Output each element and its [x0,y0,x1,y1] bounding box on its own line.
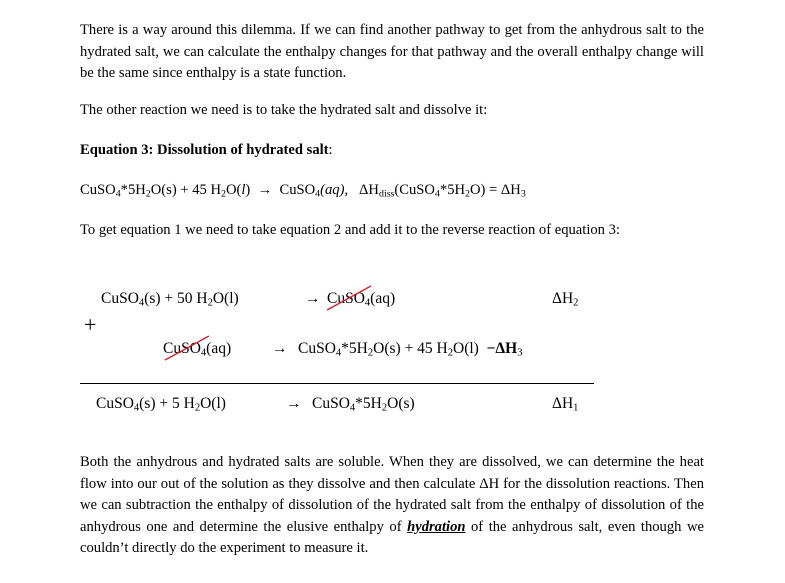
row2-reactant-sub: 4 [200,347,207,359]
cancel-strike-icon [325,284,377,314]
eq3-plus-water: + 45 H [176,182,221,198]
row3-salt-tail: (s) + 5 H [139,395,195,412]
row3-dh: ΔH [552,395,574,412]
equation3-heading [80,142,333,159]
eq3-dh-arg-tail: O) = ΔH [470,182,521,198]
hess-row2-product [298,340,522,358]
eq3-hydrate: *5H [120,182,146,198]
hess-row2-arrow: → [272,340,288,357]
equation3-line [80,182,526,199]
eq3-water-sub: 2 [221,188,226,200]
row2-dh-sub: 3 [517,347,523,359]
hess-row3-left [96,395,226,413]
row3-product-mid: *5H [355,395,382,412]
eq3-product-state: (aq), [320,182,349,198]
row3-salt: CuSO [96,395,134,412]
final-paragraph [80,452,704,560]
row1-product-sub: 4 [364,297,371,309]
hess-row1-arrow: → [305,290,321,307]
plus-sign: + [84,312,97,337]
intro-paragraph: There is a way around this dilemma. If we can find another pathway to get from the anhydrous salt to the hydrated salt, we can calculate the enthalpy changes for that pathway and the overall enthalpy change will be the same since enthalpy is a state function. [80,22,704,81]
other-reaction-text: The other reaction we need is to take the hydrated salt and dissolve it: [80,102,488,118]
row2-reactant-tail: (aq) [206,340,232,357]
hess-row1-dh [552,290,578,308]
hess-row3-dh [552,395,578,413]
row1-water-tail: O(l) [212,290,239,307]
hess-row1-left [101,290,239,308]
row2-reactant-cancelled [163,340,206,358]
row2-product-sub2: 2 [367,347,374,359]
hess-row2-reactant [163,340,231,358]
eq3-water-tail: O( [225,182,242,198]
row2-product-mid: *5H [341,340,368,357]
eq3-dh-sub: diss [378,188,395,200]
row3-product-tail: O(s) [387,395,415,412]
eq3-arrow: → [257,182,273,198]
eq3-product: CuSO [279,182,316,198]
row1-product: CuSO [327,290,365,307]
final-paragraph-after: of the anhydrous salt, even though we couldn’t directly do the experiment to measure it. [80,518,704,556]
row1-product-cancelled [327,290,370,308]
eq3-water-state: l [241,182,246,198]
row3-product-sub2: 2 [381,402,388,414]
row3-water-tail: O(l) [200,395,226,412]
row2-water-tail: O(l) [453,340,479,357]
eq3-water-close: ) [245,182,251,198]
eq3-hydrate-sub: 2 [145,188,151,200]
eq3-dh-arg: (CuSO [394,182,435,198]
equation3-heading-colon: : [328,142,333,158]
row1-salt: CuSO [101,290,139,307]
hydration-term: hydration [407,518,466,535]
equation3-heading-text: Equation 3: Dissolution of hydrated salt [80,142,329,158]
eq3-dh-arg-sub2: 2 [465,188,470,200]
sum-divider [80,383,594,384]
row2-product-tail: O(s) + 45 H [373,340,448,357]
eq3-dh-arg-sub1: 4 [434,188,440,200]
row1-product-tail: (aq) [370,290,396,307]
eq3-dh-arg-mid: *5H [439,182,466,198]
row3-water-sub: 2 [194,402,201,414]
row1-salt-sub: 4 [138,297,145,309]
eq3-dh-result-sub: 3 [520,188,526,200]
row3-dh-sub: 1 [573,402,579,414]
eq3-product-sub: 4 [315,188,321,200]
row1-dh: ΔH [552,290,574,307]
eq3-salt: CuSO [80,182,116,198]
row1-water-sub: 2 [207,297,213,309]
row3-salt-sub: 4 [133,402,140,414]
hess-row3-arrow: → [286,395,302,412]
row3-product: CuSO [312,395,350,412]
row2-product: CuSO [298,340,336,357]
eq3-dh-symbol: ΔH [359,182,379,198]
eq3-hydrate-tail: O(s) [150,182,177,198]
row1-salt-tail: (s) + 50 H [144,290,208,307]
row2-reactant: CuSO [163,340,201,357]
row2-water-sub: 2 [447,347,454,359]
hess-row1-product [327,290,395,308]
hess-row3-product [312,395,415,413]
cancel-strike-icon [161,334,213,364]
get-equation1-text: To get equation 1 we need to take equation 2 and add it to the reverse reaction of equation 3: [80,222,620,238]
final-paragraph-before: Both the anhydrous and hydrated salts are soluble. When they are dissolved, we can determine the heat flow into our out of the solution as they dissolve and then calculate ΔH for the dissolution reactions. Then we can subtraction the enthalpy of dissolution of the hydrated salt from the enthalpy of dissolution of the anhydrous one and determine the elusive enthalpy of [80,454,704,535]
row2-dh: −ΔH [486,340,518,357]
row2-product-sub: 4 [335,347,342,359]
row3-product-sub: 4 [349,402,356,414]
eq3-salt-sub: 4 [115,188,121,200]
row1-dh-sub: 2 [573,297,579,309]
